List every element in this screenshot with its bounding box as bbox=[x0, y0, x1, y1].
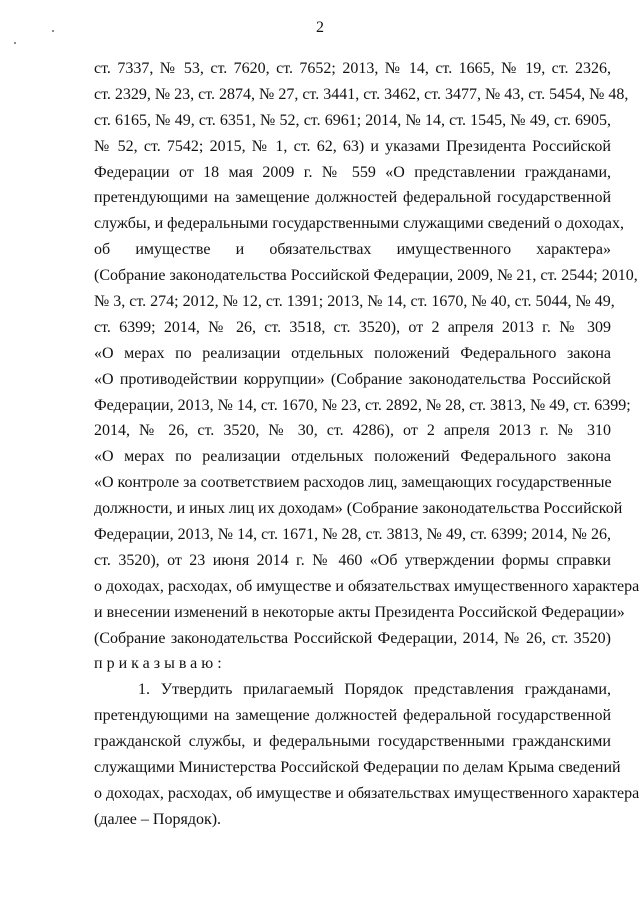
text-line: Федерации, 2013, № 14, ст. 1670, № 23, ст. 2892, № 28, ст. 3813, № 49, ст. 6399; bbox=[94, 396, 631, 414]
scan-speck bbox=[14, 42, 16, 44]
text-line: «О мерах по реализации отдельных положений Федерального закона bbox=[94, 448, 611, 466]
text-line: «О контроле за соответствием расходов лиц, замещающих государственные bbox=[94, 474, 612, 492]
item-1-line: гражданской службы, и федеральными государственными гражданскими bbox=[94, 733, 611, 751]
document-body bbox=[94, 56, 640, 833]
text-line: службы, и федеральными государственными служащими сведений о доходах, bbox=[94, 215, 624, 233]
text-line: должности, и иных лиц их доходам» (Собрание законодательства Российской bbox=[94, 500, 623, 518]
text-line: ст. 7337, № 53, ст. 7620, ст. 7652; 2013, № 14, ст. 1665, № 19, ст. 2326, bbox=[94, 60, 611, 77]
page-number: 2 bbox=[316, 19, 324, 36]
text-line: об имуществе и обязательствах имущественного характера» bbox=[94, 241, 611, 259]
item-1-line: о доходах, расходах, об имуществе и обязательствах имущественного характера bbox=[94, 784, 640, 802]
text-line: «О противодействии коррупции» (Собрание законодательства Российской bbox=[94, 370, 611, 388]
text-line: ст. 2329, № 23, ст. 2874, № 27, ст. 3441, ст. 3462, ст. 3477, № 43, ст. 5454, № 48, bbox=[94, 85, 629, 103]
text-line: претендующими на замещение должностей федеральной государственной bbox=[94, 189, 611, 207]
item-1-line: 1. Утвердить прилагаемый Порядок представления гражданами, bbox=[138, 681, 611, 699]
item-1-line: (далее – Порядок). bbox=[94, 810, 222, 828]
text-line: «О мерах по реализации отдельных положений Федерального закона bbox=[94, 344, 611, 362]
text-line: ст. 3520), от 23 июня 2014 г. № 460 «Об утверждении формы справки bbox=[94, 551, 611, 569]
text-line: и внесении изменений в некоторые акты Президента Российской Федерации» bbox=[94, 603, 625, 621]
text-line: № 3, ст. 274; 2012, № 12, ст. 1391; 2013, № 14, ст. 1670, № 40, ст. 5044, № 49, bbox=[94, 293, 615, 311]
item-1-line: претендующими на замещение должностей федеральной государственной bbox=[94, 707, 611, 725]
text-line: ст. 6165, № 49, ст. 6351, № 52, ст. 6961; 2014, № 14, ст. 1545, № 49, ст. 6905, bbox=[94, 111, 611, 129]
text-line: о доходах, расходах, об имуществе и обязательствах имущественного характера bbox=[94, 577, 640, 595]
text-line: Федерации от 18 мая 2009 г. № 559 «О представлении гражданами, bbox=[94, 163, 611, 181]
text-line: (Собрание законодательства Российской Федерации, 2014, № 26, ст. 3520) bbox=[94, 629, 611, 647]
text-line: № 52, ст. 7542; 2015, № 1, ст. 62, 63) и указами Президента Российской bbox=[94, 137, 611, 155]
order-word: приказываю: bbox=[94, 655, 226, 673]
item-1-line: служащими Министерства Российской Федерации по делам Крыма сведений bbox=[94, 759, 621, 777]
text-line: 2014, № 26, ст. 3520, № 30, ст. 4286), от 2 апреля 2013 г. № 310 bbox=[94, 422, 611, 440]
text-line: Федерации, 2013, № 14, ст. 1671, № 28, ст. 3813, № 49, ст. 6399; 2014, № 26, bbox=[94, 526, 611, 544]
text-line: (Собрание законодательства Российской Федерации, 2009, № 21, ст. 2544; 2010, bbox=[94, 267, 638, 285]
text-line: ст. 6399; 2014, № 26, ст. 3518, ст. 3520), от 2 апреля 2013 г. № 309 bbox=[94, 318, 611, 336]
